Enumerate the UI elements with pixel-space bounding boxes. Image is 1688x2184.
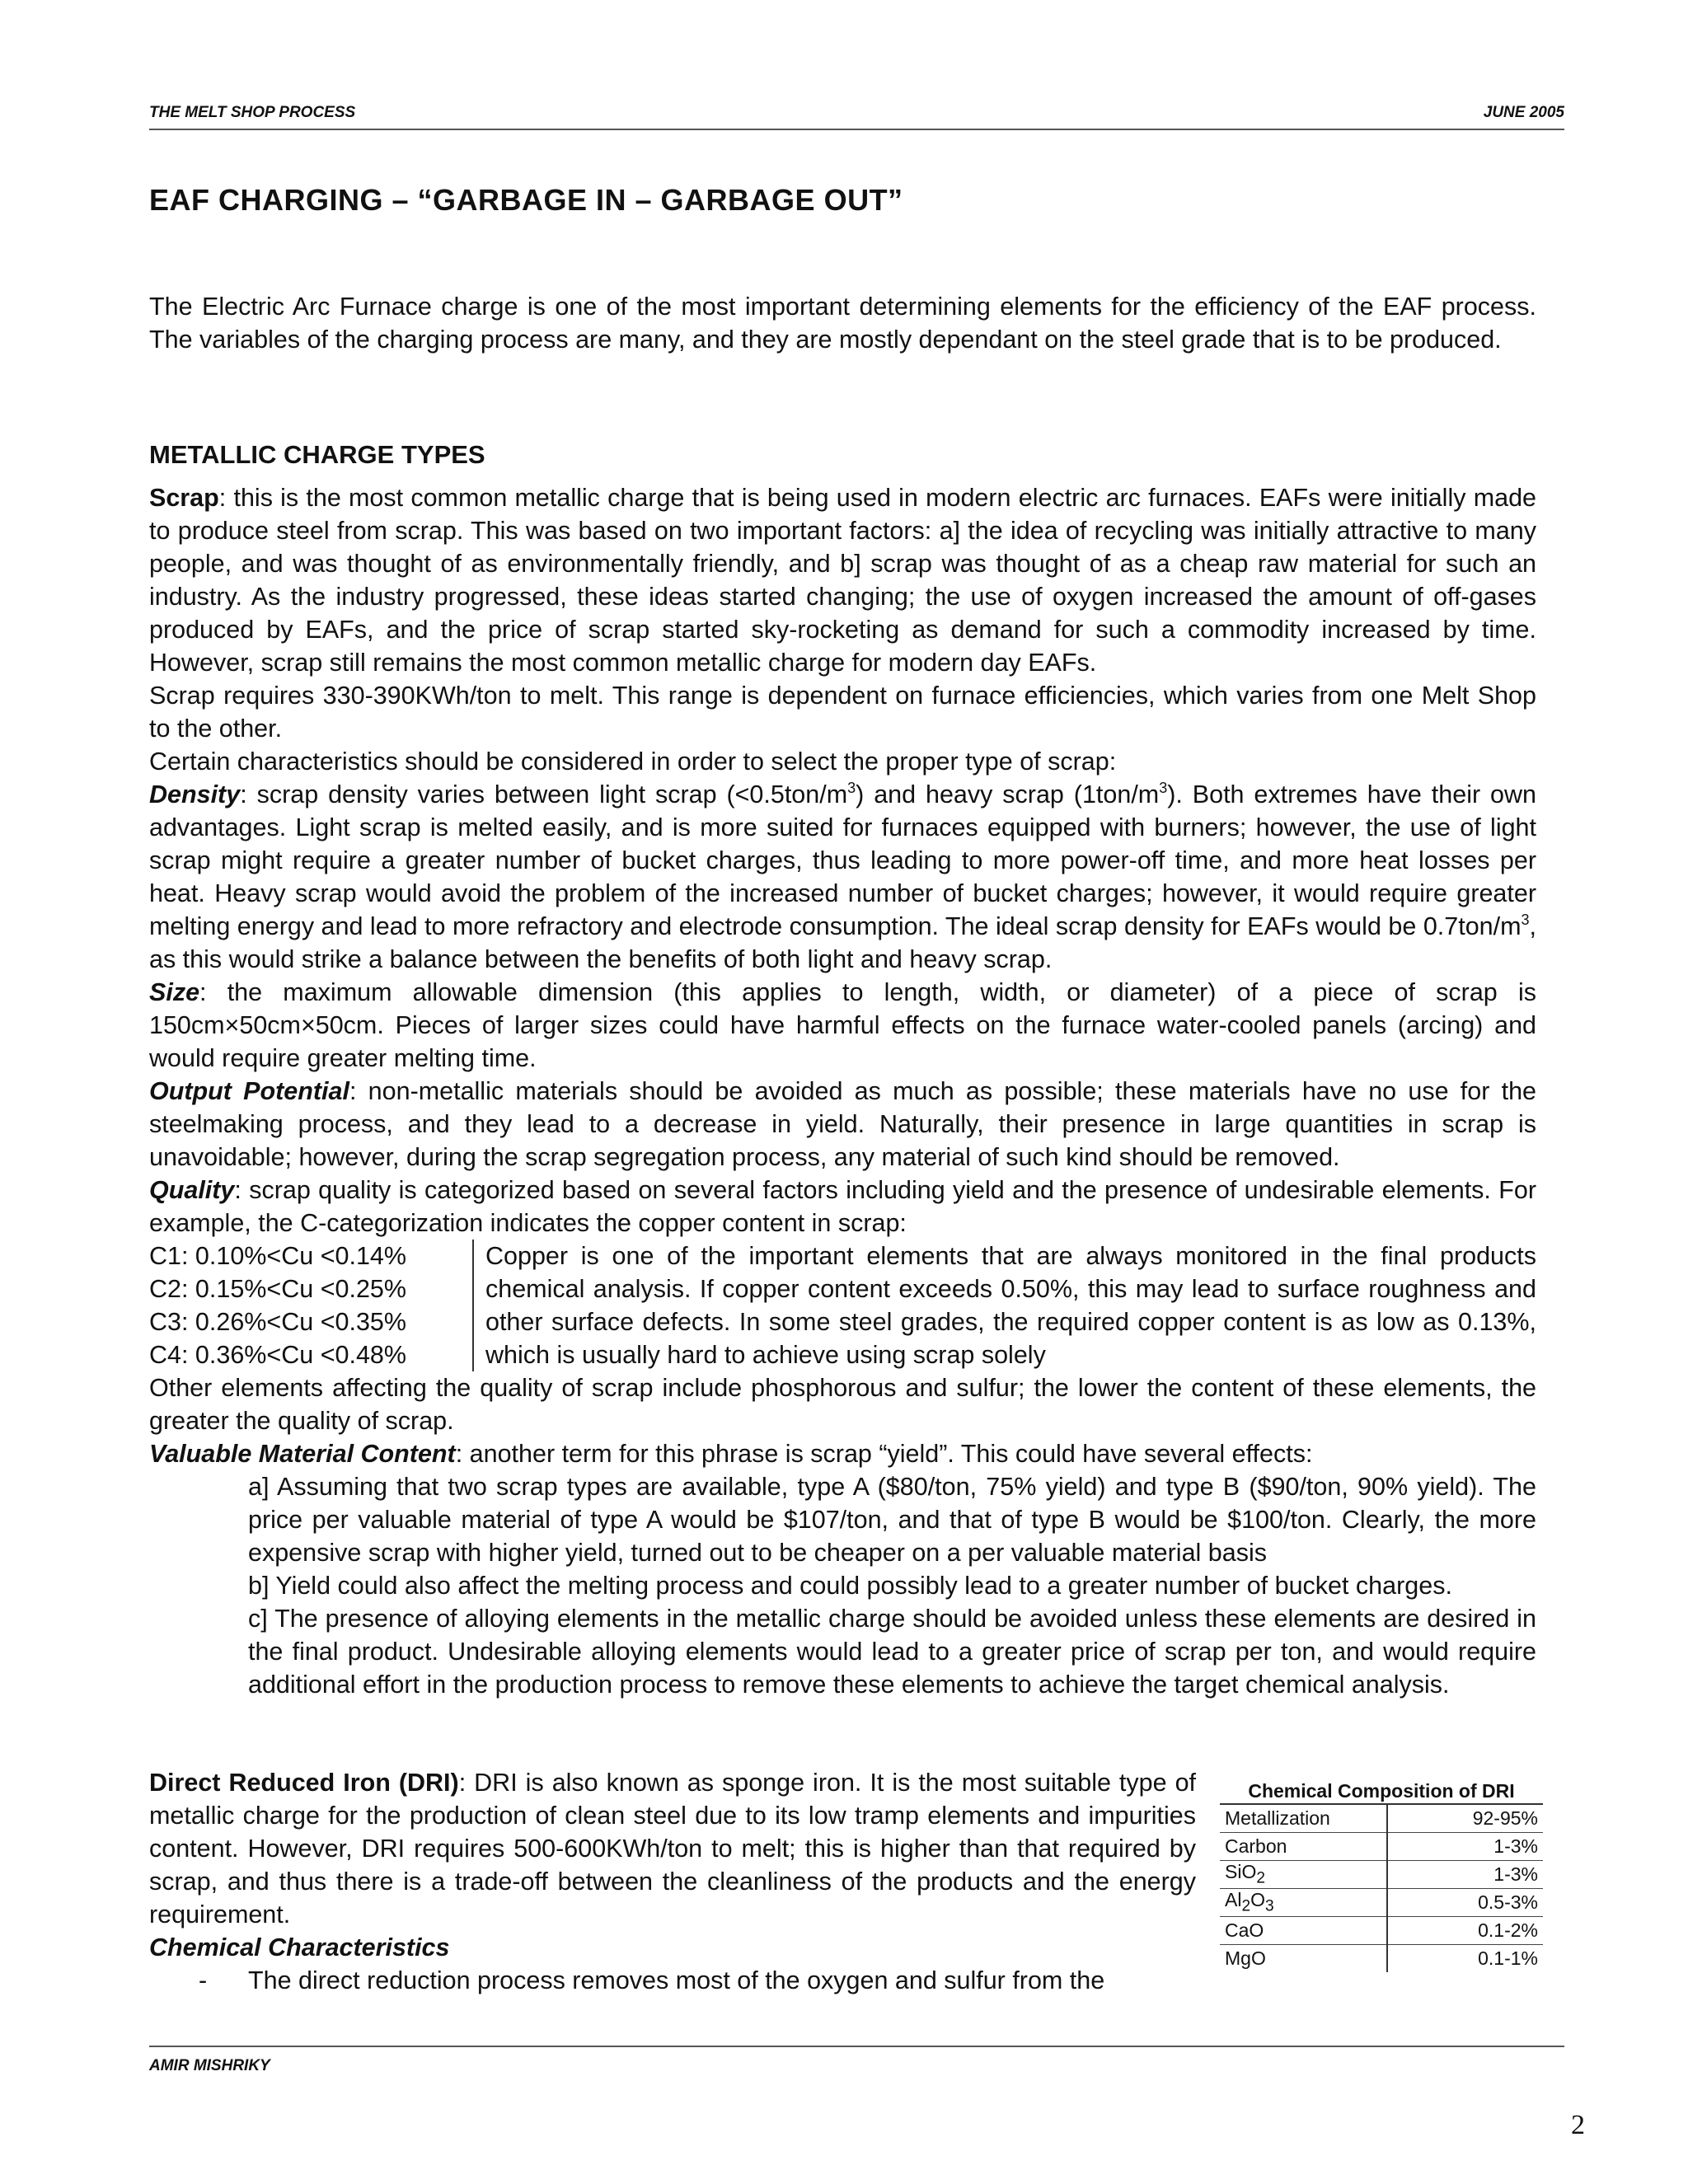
table-row: SiO$_2$ 1-3% bbox=[1220, 1861, 1543, 1889]
valuable-material-list bbox=[149, 1470, 1536, 1701]
page-title: EAF CHARGING – “GARBAGE IN – GARBAGE OUT” bbox=[149, 183, 903, 217]
intro-paragraph: The Electric Arc Furnace charge is one of the most important determining elements for the efficiency of the EAF process. The variables of the charging process are many, and they are mostly dependant on the steel grade that is to be produced. bbox=[149, 293, 1536, 354]
dri-composition-table bbox=[1220, 1779, 1543, 1972]
table-row: $Al_2O_3$ 0.5-3% bbox=[1220, 1889, 1543, 1917]
running-footer bbox=[149, 2046, 1564, 2075]
dri-paragraph: Direct Reduced Iron (DRI): DRI is also known as sponge iron. It is the most suitable type of metallic charge for the production of clean steel due to its low tramp elements and impurities content. However, DRI requires 500-600KWh/ton to melt; this is higher than that required by scrap, and thus there is a trade-off between the cleanliness of the products and the energy requirement. bbox=[149, 1769, 1197, 1929]
copper-categories bbox=[149, 1240, 1536, 1371]
page-number: 2 bbox=[1571, 2110, 1585, 2140]
list-item: b] Yield could also affect the melting process and could possibly lead to a greater number of bucket charges. bbox=[248, 1572, 1452, 1600]
valuable-material-paragraph: Valuable Material Content: another term for this phrase is scrap “yield”. This could have several effects: bbox=[149, 1440, 1313, 1468]
scrap-paragraph: Scrap: this is the most common metallic charge that is being used in modern electric arc furnaces. EAFs were initially made to produce steel from scrap. This was based on two important factors: a] the idea of recycling was initially attractive to many people, and was thought of as environmentally friendly, and b] scrap was thought of as a cheap raw material for such an industry. As the industry progressed, these ideas started changing; the use of oxygen increased the amount of off-gases produced by EAFs, and the price of scrap started sky-rocketing as demand for such a commodity increased by time. However, scrap still remains the most common metallic charge for modern day EAFs. bbox=[149, 484, 1536, 677]
copper-category: C3: 0.26%<Cu <0.35% bbox=[149, 1308, 406, 1336]
quality-other-elements: Other elements affecting the quality of scrap include phosphorous and sulfur; the lower the content of these elements, the greater the quality of scrap. bbox=[149, 1374, 1536, 1435]
table-row: Metallization 92-95% bbox=[1220, 1805, 1543, 1833]
section-heading: METALLIC CHARGE TYPES bbox=[149, 440, 485, 469]
table-row: MgO 0.1-1% bbox=[1220, 1945, 1543, 1973]
dri-section bbox=[149, 1766, 1196, 1997]
footer-author: AMIR MISHRIKY bbox=[149, 2057, 270, 2074]
quality-paragraph: Quality: scrap quality is categorized based on several factors including yield and the presence of undesirable elements. For example, the C-categorization indicates the copper content in scrap: bbox=[149, 1176, 1536, 1237]
scrap-characteristics-intro: Certain characteristics should be considered in order to select the proper type of scrap: bbox=[149, 748, 1117, 776]
list-item: - The direct reduction process removes most of the oxygen and sulfur from the bbox=[149, 1964, 1196, 1997]
copper-category: C4: 0.36%<Cu <0.48% bbox=[149, 1341, 406, 1369]
scrap-energy: Scrap requires 330-390KWh/ton to melt. This range is dependent on furnace efficiencies, which varies from one Melt Shop to the other. bbox=[149, 682, 1536, 743]
running-header bbox=[149, 96, 1564, 130]
table-caption: Chemical Composition of DRI bbox=[1220, 1779, 1543, 1805]
list-item: c] The presence of alloying elements in the metallic charge should be avoided unless these elements are desired in the final product. Undesirable alloying elements would lead to a greater price of scrap per ton, and would require additional effort in the production process to remove these elements to achieve the target chemical analysis. bbox=[248, 1605, 1536, 1699]
main-body bbox=[149, 481, 1536, 1701]
table-row: Carbon 1-3% bbox=[1220, 1833, 1543, 1861]
output-potential-paragraph: Output Potential: non-metallic materials should be avoided as much as possible; these materials have no use for the steelmaking process, and they lead to a decrease in yield. Naturally, their presence in large quantities in scrap is unavoidable; however, during the scrap segregation process, any material of such kind should be removed. bbox=[149, 1077, 1536, 1171]
chemical-characteristics-heading: Chemical Characteristics bbox=[149, 1933, 450, 1961]
size-paragraph: Size: the maximum allowable dimension (this applies to length, width, or diameter) of a piece of scrap is 150cm×50cm×50cm. Pieces of larger sizes could have harmful effects on the furnace water-cooled panels (arcing) and would require greater melting time. bbox=[149, 978, 1536, 1072]
header-date: JUNE 2005 bbox=[1483, 104, 1564, 121]
copper-note: Copper is one of the important elements that are always monitored in the final products chemical analysis. If copper content exceeds 0.50%, this may lead to surface roughness and other surface defects. In some steel grades, the required copper content is as low as 0.13%, which is usually hard to achieve using scrap solely bbox=[472, 1240, 1536, 1371]
copper-category: C1: 0.10%<Cu <0.14% bbox=[149, 1242, 406, 1270]
bullet-dash: - bbox=[199, 1966, 208, 1994]
list-item: a] Assuming that two scrap types are available, type A ($80/ton, 75% yield) and type B ($90/ton, 90% yield). The price per valuable material of type A would be $107/ton, and that of type B would be $100/ton. Clearly, the more expensive scrap with higher yield, turned out to be cheaper on a per valuable material basis bbox=[248, 1473, 1536, 1567]
density-paragraph: Density: scrap density varies between light scrap $(<0.5ton/m^3)$ and heavy scrap $(1ton/m^3)$. Both extremes have their own advantages. Light scrap is melted easily, and is more suited for furnaces equipped with burners; however, the use of light scrap might require a greater number of bucket charges, thus leading to more power-off time, and more heat losses per heat. Heavy scrap would avoid the problem of the increased number of bucket charges; however, it would require greater melting energy and lead to more refractory and electrode consumption. The ideal scrap density for EAFs would be $0.7ton/m^3$, as this would strike a balance between the benefits of both light and heavy scrap. bbox=[149, 780, 1536, 973]
copper-category-list bbox=[149, 1240, 472, 1371]
copper-category: C2: 0.15%<Cu <0.25% bbox=[149, 1275, 406, 1303]
header-title: THE MELT SHOP PROCESS bbox=[149, 104, 356, 121]
table-row: CaO 0.1-2% bbox=[1220, 1917, 1543, 1945]
